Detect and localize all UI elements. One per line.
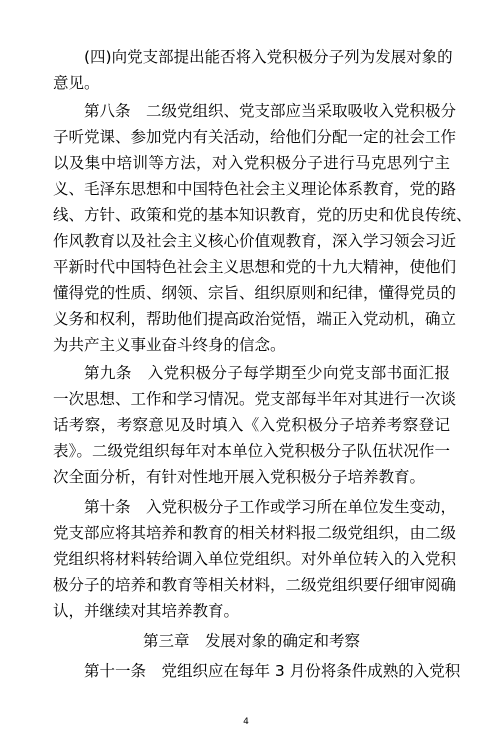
text-line: 子听党课、参加党内有关活动，给他们分配一定的社会工作 xyxy=(53,128,457,146)
text-line: 极分子的培养和教育等相关材料，二级党组织要仔细审阅确 xyxy=(53,576,457,594)
article-10-line: 第十条 入党积极分子工作或学习所在单位发生变动， xyxy=(84,498,457,516)
text-line: 义务和权利，帮助他们提高政治觉悟，端正入党动机，确立 xyxy=(53,310,457,328)
text-line: 认，并继续对其培养教育。 xyxy=(53,602,240,620)
text-line: 党支部应将其培养和教育的相关材料报二级党组织，由二级 xyxy=(53,524,457,542)
text-line: 以及集中培训等方法，对入党积极分子进行马克思列宁主 xyxy=(53,154,450,172)
text-line: 线、方针、政策和党的基本知识教育，党的历史和优良传统、 xyxy=(53,206,472,224)
text-line: 平新时代中国特色社会主义思想和党的十九大精神，使他们 xyxy=(53,258,457,276)
article-11-line: 第十一条 党组织应在每年 3 月份将条件成熟的入党积 xyxy=(84,662,461,680)
text-line: 义、毛泽东思想和中国特色社会主义理论体系教育，党的路 xyxy=(53,180,457,198)
text-line: 次全面分析，有针对性地开展入党积极分子培养教育。 xyxy=(53,468,426,486)
article-9-line: 第九条 入党积极分子每学期至少向党支部书面汇报 xyxy=(84,364,450,382)
article-8-line: 第八条 二级党组织、党支部应当采取吸收入党积极分 xyxy=(84,102,457,120)
text-line: 意见。 xyxy=(53,74,100,92)
text-line: 一次思想、工作和学习情况。党支部每半年对其进行一次谈 xyxy=(53,390,457,408)
text-line: 懂得党的性质、纲领、宗旨、组织原则和纪律，懂得党员的 xyxy=(53,284,457,302)
text-line: 表》。二级党组织每年对本单位入党积极分子队伍状况作一 xyxy=(53,442,450,460)
text-line: 党组织将材料转给调入单位党组织。对外单位转入的入党积 xyxy=(53,550,457,568)
chapter-heading: 第三章 发展对象的确定和考察 xyxy=(142,632,360,650)
text-line: 作风教育以及社会主义核心价值观教育，深入学习领会习近 xyxy=(53,232,457,250)
page-number: 4 xyxy=(243,717,249,727)
text-line: (四)向党支部提出能否将入党积极分子列为发展对象的 xyxy=(84,48,453,66)
text-line: 话考察，考察意见及时填入《入党积极分子培养考察登记 xyxy=(53,416,450,434)
text-line: 为共产主义事业奋斗终身的信念。 xyxy=(53,336,286,354)
